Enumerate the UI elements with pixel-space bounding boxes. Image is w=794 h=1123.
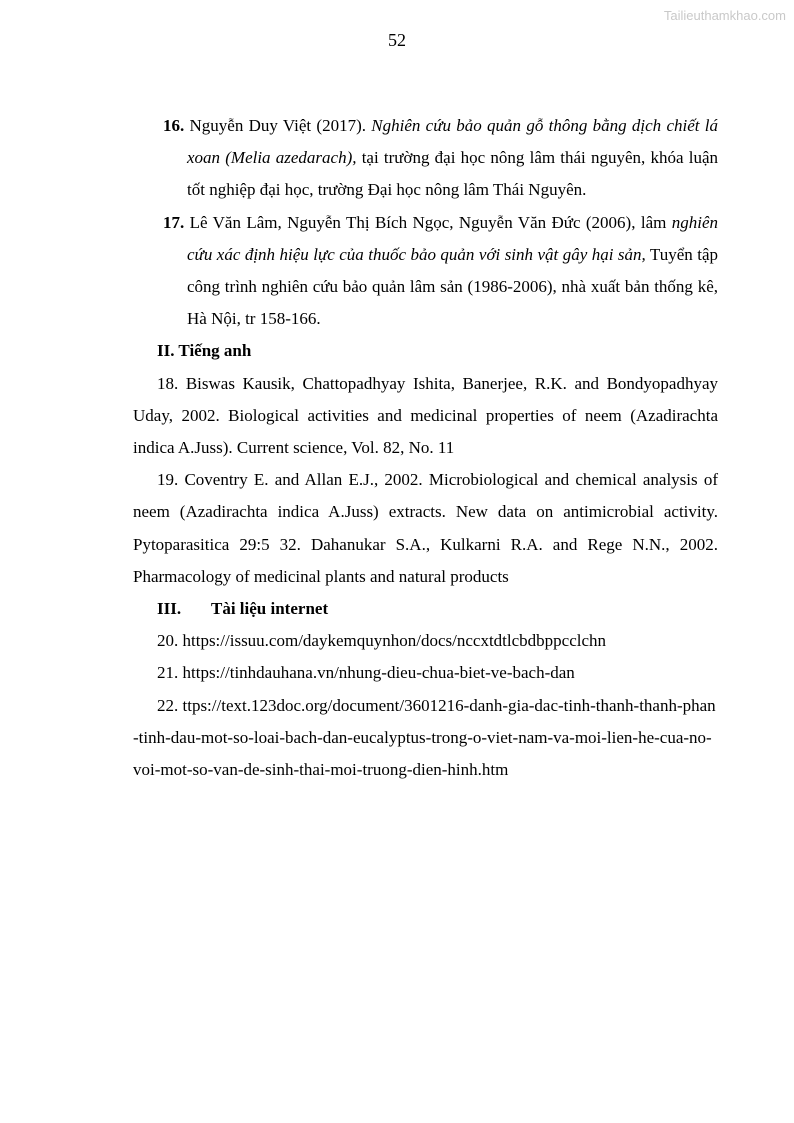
reference-details: Tuyển tập công trình nghiên cứu bảo quản lâm sản (1986-2006), nhà xuất bản thống kê, Hà Nội, tr 158-166. <box>187 244 718 329</box>
section-heading-internet <box>133 593 718 625</box>
section-heading-english: II. Tiếng anh <box>157 341 252 361</box>
reference-title: nghiên cứu xác định hiệu lực của thuốc bảo quản với sinh vật gây hại sản, <box>187 212 718 264</box>
reference-16 <box>133 110 718 207</box>
page-number: 52 <box>388 30 406 50</box>
reference-17 <box>133 207 718 336</box>
reference-21: 21. https://tinhdauhana.vn/nhung-dieu-chua-biet-ve-bach-dan <box>157 663 575 683</box>
section-title: Tài liệu internet <box>211 599 329 619</box>
reference-20: 20. https://issuu.com/daykemquynhon/docs/nccxtdtlcbdbppcclchn <box>157 631 607 651</box>
reference-title: Nghiên cứu bảo quản gỗ thông bằng dịch chiết lá xoan (Melia azedarach), <box>187 116 718 168</box>
reference-details: tại trường đại học nông lâm thái nguyên, khóa luận tốt nghiệp đại học, trường Đại học nông lâm Thái Nguyên. <box>187 148 718 200</box>
reference-authors: Lê Văn Lâm, Nguyễn Thị Bích Ngọc, Nguyễn Văn Đức (2006), lâm <box>189 212 672 232</box>
reference-18: 18. Biswas Kausik, Chattopadhyay Ishita, Banerjee, R.K. and Bondyopadhyay Uday, 2002. Biological activities and medicinal properties of neem (Azadirachta indica A.Juss). Current science, Vol. 82, No. 11 <box>133 373 718 458</box>
reference-authors: Nguyễn Duy Việt (2017). <box>189 116 372 135</box>
reference-number: 17. <box>163 212 185 232</box>
reference-22: 22. ttps://text.123doc.org/document/3601216-danh-gia-dac-tinh-thanh-thanh-phan-tinh-dau-mot-so-loai-bach-dan-eucalyptus-trong-o-viet-nam-va-moi-lien-he-cua-no-voi-mot-so-van-de-sinh-thai-moi-truong-dien-hinh.htm <box>133 695 716 780</box>
reference-list <box>133 110 718 786</box>
watermark: Tailieuthamkhao.com <box>663 8 786 23</box>
reference-number: 16. <box>163 116 185 135</box>
section-number: III. <box>157 599 182 619</box>
reference-19: 19. Coventry E. and Allan E.J., 2002. Microbiological and chemical analysis of neem (Azadirachta indica A.Juss) extracts. New data on antimicrobial activity. Pytoparasitica 29:5 32. Dahanukar S.A., Kulkarni R.A. and Rege N.N., 2002. Pharmacology of medicinal plants and natural products <box>133 470 718 586</box>
